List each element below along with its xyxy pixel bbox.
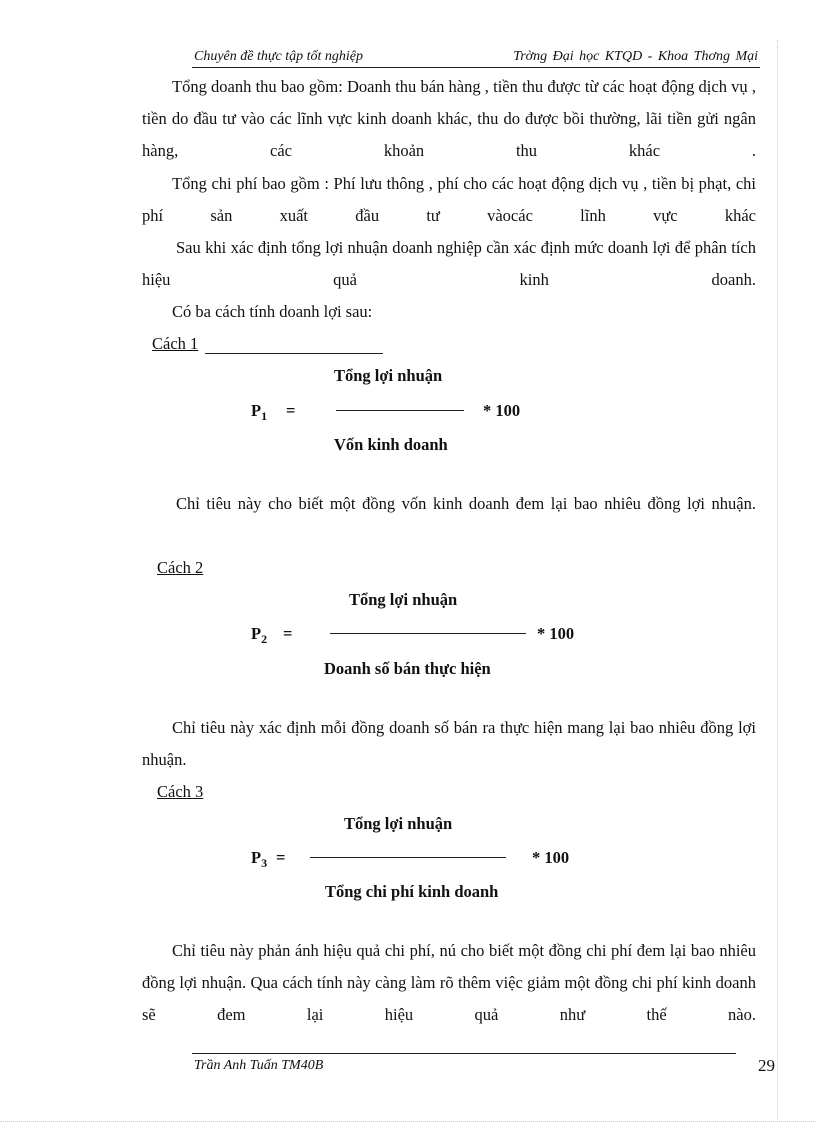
paragraph-method-2-explanation: Chỉ tiêu này xác định mỗi đồng doanh số bán ra thực hiện mang lại bao nhiêu đồng lợi nhuận.	[142, 718, 756, 769]
method-1-equals: =	[286, 401, 296, 420]
page-number: 29	[758, 1056, 775, 1075]
method-1-multiplier: * 100	[483, 401, 521, 420]
footer-rule	[192, 1053, 736, 1054]
method-1-variable: $P_1$	[251, 401, 268, 423]
paragraph-total-cost: Tổng chi phí bao gồm : Phí lưu thông , phí cho các hoạt động dịch vụ , tiền bị phạt, chi phí sản xuất đầu tư vàocác lĩnh vực khác	[142, 174, 756, 225]
method-1-numerator: Tổng lợi nhuận	[334, 366, 443, 385]
method-2-fraction-bar	[330, 633, 526, 634]
method-1-denominator: Vốn kinh doanh	[334, 435, 448, 454]
header-left-text: Chuyên đề thực tập tốt nghiệp	[194, 49, 363, 64]
paragraph-total-revenue: Tổng doanh thu bao gồm: Doanh thu bán hàng , tiền thu được từ các hoạt động dịch vụ , tiền do đầu tư vào các lĩnh vực kinh doanh khác, thu do được bồi thường, lãi tiền gửi ngân hàng, các khoản thu khác .	[142, 77, 756, 160]
method-2-label: Cách 2	[157, 558, 204, 577]
method-2-multiplier: * 100	[537, 624, 575, 643]
header-right-text: Trờng Đại học KTQD - Khoa Thơng Mại	[513, 49, 758, 64]
method-3-numerator: Tổng lợi nhuận	[344, 814, 453, 833]
method-3-label: Cách 3	[157, 782, 204, 801]
method-3-multiplier: * 100	[532, 848, 570, 867]
method-2-denominator: Doanh số bán thực hiện	[324, 659, 491, 678]
page-edge-right	[777, 40, 778, 1122]
method-2-equals: =	[283, 624, 293, 643]
method-1-label-underline	[205, 353, 383, 354]
paragraph-method-3-explanation: Chỉ tiêu này phản ánh hiệu quả chi phí, nú cho biết một đồng chi phí đem lại bao nhiêu đồng lợi nhuận. Qua cách tính này càng làm rõ thêm việc giảm một đồng chi phí kinh doanh sẽ đem lại hiệu quả như thế nào.	[142, 941, 756, 1024]
page-edge-bottom	[0, 1121, 816, 1122]
method-3-variable: $P_3$	[251, 848, 268, 870]
page-header	[192, 49, 760, 68]
method-2-variable: $P_2$	[251, 624, 268, 646]
paragraph-three-methods: Có ba cách tính doanh lợi sau:	[172, 302, 373, 321]
method-2-numerator: Tổng lợi nhuận	[349, 590, 458, 609]
paragraph-after-profit: Sau khi xác định tổng lợi nhuận doanh nghiệp cần xác định mức doanh lợi để phân tích hiệu quả kinh doanh.	[142, 238, 756, 289]
method-3-equals: =	[276, 848, 286, 867]
footer-author: Trần Anh Tuấn TM40B	[194, 1058, 324, 1073]
method-3-denominator: Tổng chi phí kinh doanh	[325, 882, 499, 901]
method-1-label: Cách 1	[152, 334, 199, 353]
method-1-fraction-bar	[336, 410, 464, 411]
paragraph-method-1-explanation: Chỉ tiêu này cho biết một đồng vốn kinh doanh đem lại bao nhiêu đồng lợi nhuận.	[176, 494, 756, 513]
method-3-fraction-bar	[310, 857, 506, 858]
